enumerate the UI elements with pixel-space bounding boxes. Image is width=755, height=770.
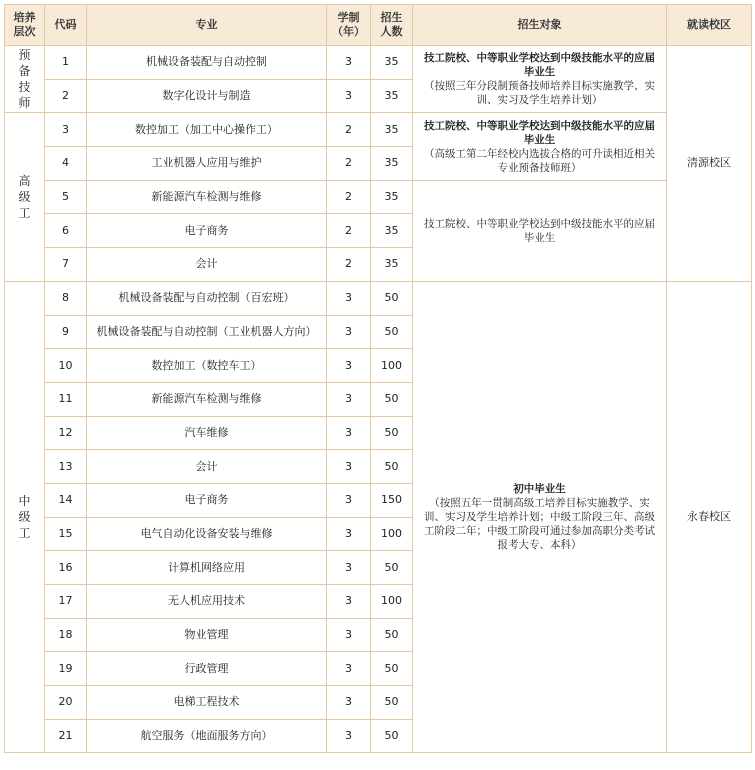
code-cell: 18 (45, 618, 87, 652)
major-cell: 电子商务 (87, 483, 327, 517)
campus-yongchun: 永春校区 (667, 281, 752, 753)
code-cell: 5 (45, 180, 87, 214)
table-row (5, 281, 752, 315)
code-cell: 16 (45, 551, 87, 585)
years-cell: 2 (327, 248, 371, 282)
years-cell: 3 (327, 416, 371, 450)
years-cell: 2 (327, 214, 371, 248)
header-years: 学制 （年） (327, 5, 371, 46)
quota-cell: 35 (371, 248, 413, 282)
level-prep-technician: 预 备 技 师 (5, 46, 45, 113)
major-cell: 无人机应用技术 (87, 585, 327, 619)
major-cell: 物业管理 (87, 618, 327, 652)
header-target: 招生对象 (413, 5, 667, 46)
code-cell: 1 (45, 46, 87, 80)
table-row (5, 113, 752, 147)
major-cell: 电梯工程技术 (87, 686, 327, 720)
quota-cell: 50 (371, 416, 413, 450)
level-intermediate: 中 级 工 (5, 281, 45, 753)
major-cell: 数控加工（加工中心操作工） (87, 113, 327, 147)
quota-cell: 50 (371, 382, 413, 416)
years-cell: 3 (327, 483, 371, 517)
years-cell: 3 (327, 79, 371, 113)
target-prep-note: （按照三年分段制预备技师培养目标实施教学、实训、实习及学生培养计划） (424, 80, 655, 107)
quota-cell: 50 (371, 618, 413, 652)
quota-cell: 50 (371, 719, 413, 753)
years-cell: 3 (327, 382, 371, 416)
years-cell: 3 (327, 585, 371, 619)
code-cell: 2 (45, 79, 87, 113)
header-code: 代码 (45, 5, 87, 46)
target-senior-a-note: （高级工第二年经校内选拔合格的可升读相近相关专业预备技师班） (424, 147, 655, 174)
years-cell: 3 (327, 46, 371, 80)
code-cell: 19 (45, 652, 87, 686)
code-cell: 20 (45, 686, 87, 720)
major-cell: 数字化设计与制造 (87, 79, 327, 113)
header-major: 专业 (87, 5, 327, 46)
code-cell: 6 (45, 214, 87, 248)
major-cell: 电气自动化设备安装与维修 (87, 517, 327, 551)
quota-cell: 50 (371, 652, 413, 686)
code-cell: 4 (45, 147, 87, 181)
years-cell: 3 (327, 281, 371, 315)
target-prep-main: 技工院校、中等职业学校达到中级技能水平的应届毕业生 (424, 52, 655, 79)
code-cell: 10 (45, 349, 87, 383)
major-cell: 新能源汽车检测与维修 (87, 382, 327, 416)
quota-cell: 50 (371, 281, 413, 315)
quota-cell: 100 (371, 517, 413, 551)
code-cell: 7 (45, 248, 87, 282)
level-senior: 高 级 工 (5, 113, 45, 281)
code-cell: 8 (45, 281, 87, 315)
quota-cell: 100 (371, 585, 413, 619)
header-campus: 就读校区 (667, 5, 752, 46)
quota-cell: 35 (371, 46, 413, 80)
target-intermediate-main: 初中毕业生 (513, 483, 566, 496)
years-cell: 3 (327, 450, 371, 484)
quota-cell: 150 (371, 483, 413, 517)
code-cell: 15 (45, 517, 87, 551)
code-cell: 13 (45, 450, 87, 484)
years-cell: 3 (327, 652, 371, 686)
code-cell: 12 (45, 416, 87, 450)
code-cell: 3 (45, 113, 87, 147)
years-cell: 3 (327, 349, 371, 383)
quota-cell: 50 (371, 686, 413, 720)
major-cell: 新能源汽车检测与维修 (87, 180, 327, 214)
years-cell: 3 (327, 517, 371, 551)
quota-cell: 35 (371, 180, 413, 214)
major-cell: 会计 (87, 450, 327, 484)
quota-cell: 35 (371, 214, 413, 248)
target-prep (413, 46, 667, 113)
campus-qingyuan: 清源校区 (667, 46, 752, 282)
major-cell: 汽车维修 (87, 416, 327, 450)
major-cell: 数控加工（数控车工） (87, 349, 327, 383)
major-cell: 行政管理 (87, 652, 327, 686)
years-cell: 3 (327, 719, 371, 753)
header-row (5, 5, 752, 46)
code-cell: 9 (45, 315, 87, 349)
years-cell: 2 (327, 180, 371, 214)
years-cell: 2 (327, 147, 371, 181)
target-senior-b (413, 180, 667, 281)
quota-cell: 50 (371, 315, 413, 349)
header-level: 培养 层次 (5, 5, 45, 46)
years-cell: 3 (327, 551, 371, 585)
code-cell: 14 (45, 483, 87, 517)
years-cell: 3 (327, 315, 371, 349)
enrollment-table (4, 4, 752, 753)
quota-cell: 50 (371, 551, 413, 585)
major-cell: 电子商务 (87, 214, 327, 248)
major-cell: 机械设备装配与自动控制（工业机器人方向） (87, 315, 327, 349)
quota-cell: 35 (371, 147, 413, 181)
major-cell: 计算机网络应用 (87, 551, 327, 585)
target-intermediate-note: （按照五年一贯制高级工培养目标实施教学、实训、实习及学生培养计划；中级工阶段三年、高级工阶段二年；中级工阶段可通过参加高职分类考试报考大专、本科） (424, 497, 655, 552)
target-senior-a-main: 技工院校、中等职业学校达到中级技能水平的应届毕业生 (424, 119, 655, 146)
target-senior-b-text: 技工院校、中等职业学校达到中级技能水平的应届毕业生 (424, 217, 655, 244)
years-cell: 3 (327, 618, 371, 652)
quota-cell: 35 (371, 79, 413, 113)
header-quota: 招生 人数 (371, 5, 413, 46)
major-cell: 机械设备装配与自动控制 (87, 46, 327, 80)
major-cell: 会计 (87, 248, 327, 282)
major-cell: 工业机器人应用与维护 (87, 147, 327, 181)
code-cell: 21 (45, 719, 87, 753)
major-cell: 机械设备装配与自动控制（百宏班） (87, 281, 327, 315)
quota-cell: 50 (371, 450, 413, 484)
years-cell: 2 (327, 113, 371, 147)
major-cell: 航空服务（地面服务方向） (87, 719, 327, 753)
table-row (5, 46, 752, 80)
code-cell: 17 (45, 585, 87, 619)
target-senior-a (413, 113, 667, 180)
years-cell: 3 (327, 686, 371, 720)
quota-cell: 35 (371, 113, 413, 147)
code-cell: 11 (45, 382, 87, 416)
table-row (5, 180, 752, 214)
quota-cell: 100 (371, 349, 413, 383)
target-intermediate (413, 281, 667, 753)
